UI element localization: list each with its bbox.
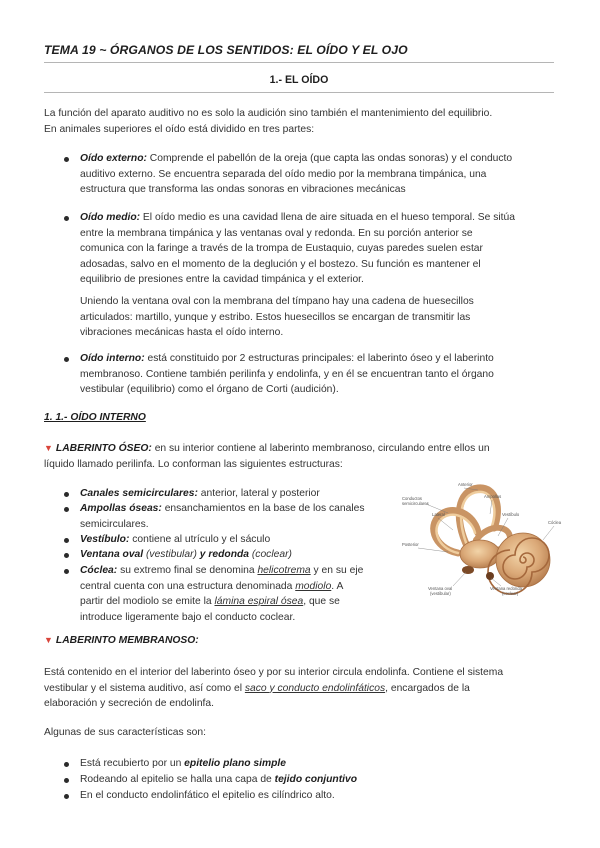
inner-ear-illustration <box>398 478 576 608</box>
section-heading: 1.- EL OÍDO <box>269 74 329 86</box>
figure-label: Conductos <box>402 496 423 501</box>
text-span: partir del modiolo se emite la <box>80 596 215 608</box>
text-span: Comprende el pabellón de la oreja (que capta las ondas sonoras) y el conducto <box>146 153 513 164</box>
term-label: epitelio plano simple <box>184 758 287 769</box>
text-span: Está recubierto por un <box>80 758 185 769</box>
round-window-shape <box>486 572 494 580</box>
list-item-epitelio <box>80 756 560 772</box>
caracteristicas-intro <box>44 725 564 741</box>
text-span: Algunas de sus características son: <box>44 727 206 738</box>
text-span: ensanchamientos en la base de los canales <box>161 503 365 514</box>
text-line: articulados: martillo, yunque y estribo. Estos huesecillos se encargan de transmitir las <box>80 311 471 323</box>
leader-line <box>490 500 492 514</box>
list-item-oido-interno <box>80 351 560 398</box>
text-span: y en su eje <box>310 565 364 576</box>
text-span: está constituido por 2 estructuras principales: el laberinto óseo y el laberinto <box>144 353 494 364</box>
text-span: vestibular y el sistema auditivo, así como el <box>44 682 245 694</box>
figure-label: Lateral <box>432 512 445 517</box>
text-line: vibraciones mecánicas hasta el oído interno. <box>80 327 284 339</box>
intro-line: La función del aparato auditivo no es solo la audición sino también el mantenimiento del equilibrio. <box>44 108 493 119</box>
bullet-icon <box>64 569 69 574</box>
term-label: tejido conjuntivo <box>274 774 358 785</box>
text-span: El oído medio es una cavidad llena de aire situada en el hueso temporal. Se sitúa <box>140 212 515 223</box>
term-label: Ampollas óseas: <box>80 503 162 514</box>
bullet-icon <box>64 762 69 767</box>
leader-line <box>543 526 554 540</box>
text-line: equilibrio de presiones entre la cavidad timpánica y el exterior. <box>80 274 364 286</box>
term-label: LABERINTO MEMBRANOSO: <box>55 635 199 646</box>
intro-line: En animales superiores el oído está dividido en tres partes: <box>44 123 315 135</box>
text-line: elaboración y secreción de endolinfa. <box>44 698 215 710</box>
figure-label: Ventana oval <box>428 586 453 591</box>
laberinto-membranoso-heading <box>44 633 564 649</box>
oido-medio-extra <box>80 294 560 341</box>
text-span: Rodeando al epitelio se halla una capa de <box>80 774 275 785</box>
leader-line <box>438 518 453 530</box>
figure-label: Cóclea <box>548 520 562 525</box>
text-span: su extremo final se denomina <box>117 565 258 576</box>
subsection-heading <box>44 410 146 426</box>
bullet-icon <box>64 216 69 221</box>
text-span: (coclear) <box>249 549 292 560</box>
text-span: En el conducto endolinfático el epitelio es cilíndrico alto. <box>80 790 335 801</box>
list-item-tejido <box>80 772 560 788</box>
bullet-icon <box>64 492 69 497</box>
underlined-term: lámina espiral ósea <box>214 596 304 608</box>
list-item-canales <box>80 486 390 502</box>
term-label: Oído externo: <box>80 153 147 164</box>
term-label: Oído interno: <box>80 353 145 364</box>
figure-label: Vestíbulo <box>502 512 520 517</box>
subsection-title: 1. 1.- OÍDO INTERNO <box>44 412 146 423</box>
term-label: Vestíbulo: <box>80 534 130 545</box>
text-span: central cuenta con una estructura denominada <box>80 580 296 592</box>
figure-label: semicirculares <box>402 501 429 506</box>
list-item-conducto <box>80 788 560 804</box>
text-span: (vestibular) <box>143 549 200 560</box>
text-line: vestibular (equilibrio) como el órgano de Corti (audición). <box>80 384 339 396</box>
list-item-ampollas <box>80 501 390 532</box>
list-item-ventanas <box>80 547 390 563</box>
intro-paragraph <box>44 106 564 137</box>
bullet-icon <box>64 538 69 543</box>
text-line: estructura que transforma las ondas sonoras en vibraciones mecánicas <box>80 184 406 196</box>
term-label: Ventana oval <box>80 549 144 560</box>
section-underline <box>44 92 554 93</box>
text-line: líquido llamado perilinfa. Lo conforman las siguientes estructuras: <box>44 458 343 470</box>
triangle-down-icon: ▼ <box>44 443 53 453</box>
text-span: contiene al utrículo y el sáculo <box>129 534 271 545</box>
page-title: TEMA 19 ~ ÓRGANOS DE LOS SENTIDOS: EL OÍDO Y EL OJO <box>44 43 408 57</box>
title-underline <box>44 62 554 63</box>
underlined-term: helicotrema <box>257 565 311 576</box>
list-item-coclea <box>80 563 390 625</box>
underlined-term: modiolo <box>295 580 332 592</box>
bullet-icon <box>64 157 69 162</box>
vestibule-shape <box>460 540 500 568</box>
text-line: comunica con la faringe a través de la trompa de Eustaquio, cuyas paredes suelen estar <box>80 243 483 255</box>
text-span: , encargados de la <box>385 682 470 694</box>
term-label: Canales semicirculares: <box>80 488 198 499</box>
bullet-icon <box>64 357 69 362</box>
text-span: en su interior contiene al laberinto membranoso, circulando entre ellos un <box>151 443 490 454</box>
bullet-icon <box>64 794 69 799</box>
text-span: , que se <box>303 596 340 608</box>
term-label: Cóclea: <box>80 565 118 576</box>
laberinto-membranoso-paragraph <box>44 665 574 712</box>
list-item-oido-externo <box>80 151 560 198</box>
bullet-icon <box>64 553 69 558</box>
term-label: y redonda <box>199 549 250 560</box>
text-line: Está contenido en el interior del laberinto óseo y por su interior circula endolinfa. Contiene el sistema <box>44 667 504 678</box>
text-line: introduce ligeramente bajo el conducto coclear. <box>80 611 296 623</box>
text-line: auditivo externo. Se encuentra separada del oído medio por la membrana timpánica, una <box>80 168 487 180</box>
figure-label: Posterior <box>402 542 419 547</box>
term-label: LABERINTO ÓSEO: <box>55 443 152 454</box>
term-label: Oído medio: <box>80 212 141 223</box>
list-item-oido-medio <box>80 210 560 288</box>
bullet-icon <box>64 778 69 783</box>
text-line: semicirculares. <box>80 518 149 530</box>
bullet-icon <box>64 507 69 512</box>
text-span: anterior, lateral y posterior <box>197 488 320 499</box>
text-line: Uniendo la ventana oval con la membrana del tímpano hay una cadena de huesecillos <box>80 296 474 307</box>
oval-window-shape <box>462 566 474 574</box>
figure-label: Anterior <box>458 482 473 487</box>
text-line: entre la membrana timpánica y las ventanas oval y redonda. En su porción anterior se <box>80 227 473 239</box>
figure-label: (coclear) <box>502 591 519 596</box>
text-line: membranoso. Contiene también perilinfa y endolinfa, y en él se encuentran tanto el órgano <box>80 368 494 380</box>
list-item-vestibulo <box>80 532 390 548</box>
figure-label: Ventana redonda <box>490 586 522 591</box>
leader-line <box>453 572 466 586</box>
figure-label: Ampollas <box>484 494 502 499</box>
triangle-down-icon: ▼ <box>44 635 53 645</box>
text-line: adosadas, salvo en el momento de la deglución y el bostezo. Su función es mantener el <box>80 258 481 270</box>
laberinto-oseo-paragraph <box>44 441 564 472</box>
underlined-term: saco y conducto endolinfáticos <box>244 682 386 694</box>
figure-label: (vestibular) <box>430 591 451 596</box>
text-span: . A <box>331 580 344 592</box>
